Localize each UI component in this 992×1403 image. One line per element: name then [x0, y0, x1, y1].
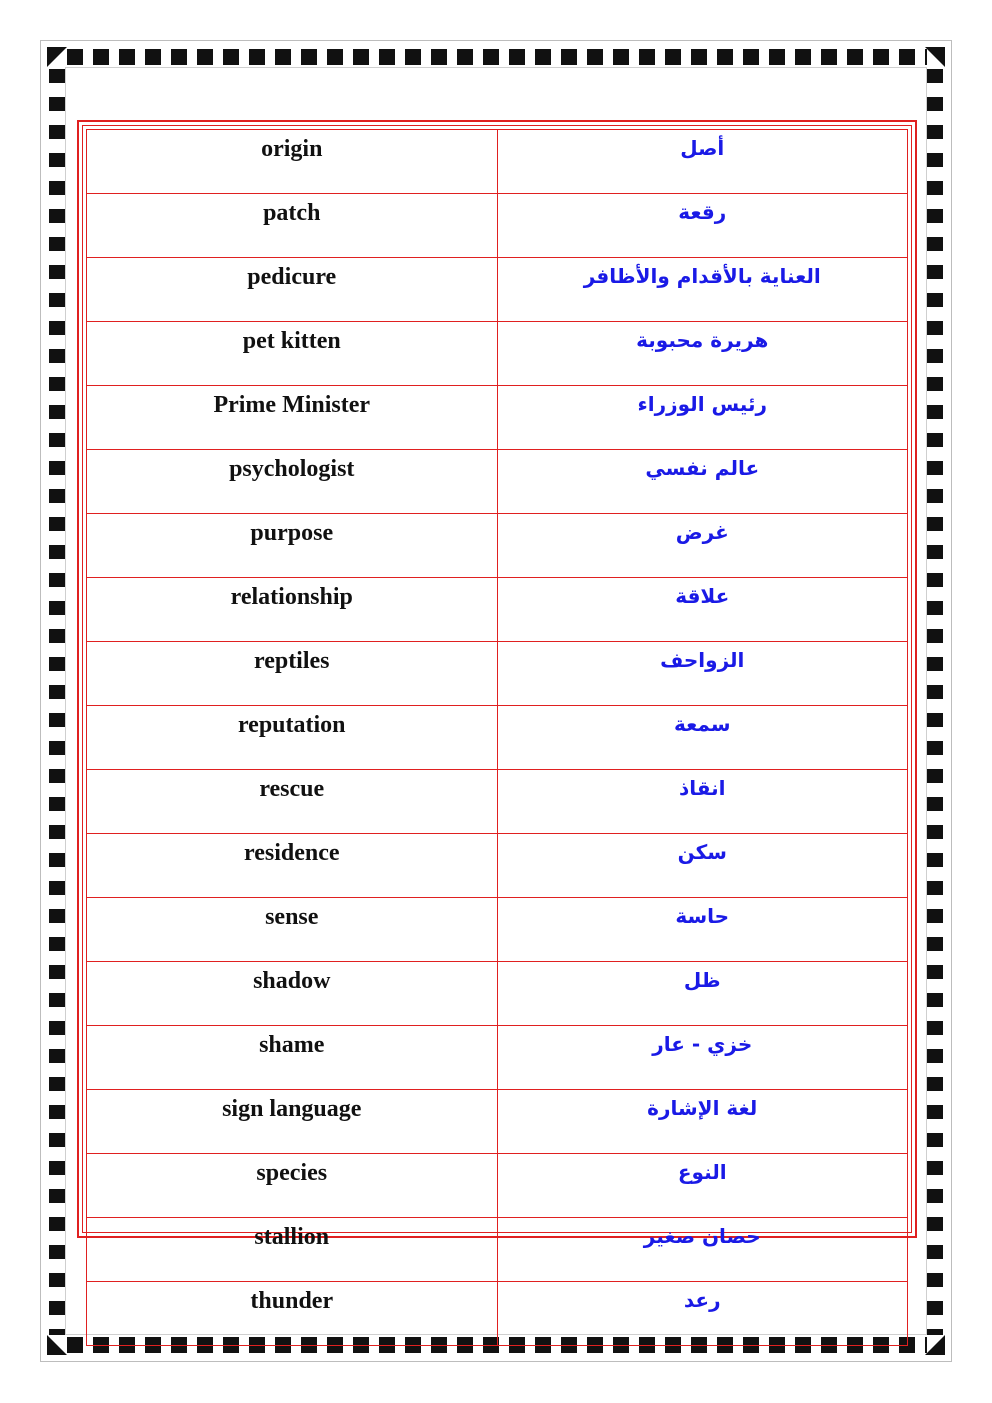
vocabulary-table-frame [77, 120, 917, 1314]
english-word: sign language [87, 1090, 498, 1154]
table-row [87, 770, 908, 834]
english-word: reputation [87, 706, 498, 770]
table-row [87, 962, 908, 1026]
english-word: thunder [87, 1282, 498, 1346]
arabic-translation: انقاذ [497, 770, 908, 834]
english-word: Prime Minister [87, 386, 498, 450]
english-word: rescue [87, 770, 498, 834]
arabic-translation: غرض [497, 514, 908, 578]
vocabulary-table-inner-frame [82, 125, 912, 1314]
table-row [87, 386, 908, 450]
arabic-translation: سكن [497, 834, 908, 898]
arabic-translation: سمعة [497, 706, 908, 770]
corner-bottom-left [47, 1335, 67, 1355]
english-word: residence [87, 834, 498, 898]
english-word: shadow [87, 962, 498, 1026]
table-row [87, 130, 908, 194]
english-word: relationship [87, 578, 498, 642]
table-row [87, 578, 908, 642]
arabic-translation: حاسة [497, 898, 908, 962]
arabic-translation: هريرة محبوبة [497, 322, 908, 386]
english-word: reptiles [87, 642, 498, 706]
table-row [87, 1282, 908, 1346]
table-row [87, 1026, 908, 1090]
border-left-dashes [49, 69, 65, 1335]
table-row [87, 642, 908, 706]
english-word: species [87, 1154, 498, 1218]
arabic-translation: رعد [497, 1282, 908, 1346]
table-row [87, 898, 908, 962]
arabic-translation: علاقة [497, 578, 908, 642]
arabic-translation: النوع [497, 1154, 908, 1218]
english-word: psychologist [87, 450, 498, 514]
arabic-translation: لغة الإشارة [497, 1090, 908, 1154]
arabic-translation: الزواحف [497, 642, 908, 706]
english-word: purpose [87, 514, 498, 578]
border-top-dashes [67, 49, 927, 65]
table-row [87, 450, 908, 514]
corner-bottom-right [925, 1335, 945, 1355]
table-row [87, 194, 908, 258]
corner-top-left [47, 47, 67, 67]
english-word: shame [87, 1026, 498, 1090]
arabic-translation: ظل [497, 962, 908, 1026]
table-row [87, 1090, 908, 1154]
table-row [87, 834, 908, 898]
arabic-translation: أصل [497, 130, 908, 194]
table-row [87, 1218, 908, 1282]
table-row [87, 1154, 908, 1218]
english-word: pedicure [87, 258, 498, 322]
arabic-translation: رئيس الوزراء [497, 386, 908, 450]
vocabulary-table [86, 129, 908, 1346]
english-word: sense [87, 898, 498, 962]
table-row [87, 514, 908, 578]
english-word: patch [87, 194, 498, 258]
border-right-dashes [927, 69, 943, 1335]
table-row [87, 706, 908, 770]
table-row [87, 322, 908, 386]
english-word: stallion [87, 1218, 498, 1282]
arabic-translation: خزي - عار [497, 1026, 908, 1090]
arabic-translation: العناية بالأقدام والأظافر [497, 258, 908, 322]
english-word: pet kitten [87, 322, 498, 386]
english-word: origin [87, 130, 498, 194]
corner-top-right [925, 47, 945, 67]
arabic-translation: رقعة [497, 194, 908, 258]
arabic-translation: حصان صغير [497, 1218, 908, 1282]
table-row [87, 258, 908, 322]
arabic-translation: عالم نفسي [497, 450, 908, 514]
